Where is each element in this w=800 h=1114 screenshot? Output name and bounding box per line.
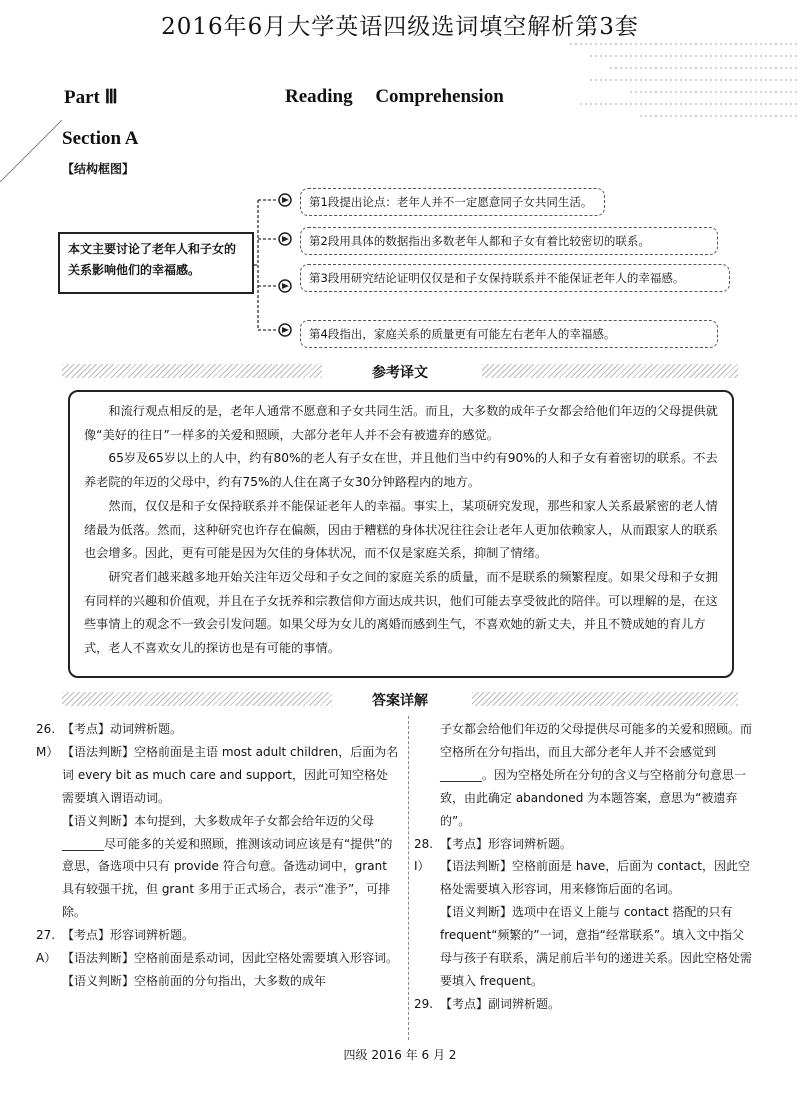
translation-heading-band bbox=[62, 362, 738, 380]
answer-line bbox=[36, 924, 400, 947]
decorative-diagonal bbox=[0, 120, 70, 190]
translation-paragraph: 65岁及65岁以上的人中，约有80%的老人有子女在世，并且他们当中约有90%的人和子女有着密切的联系。不去养老院的年迈的父母中，约有75%的人住在离子女30分钟路程内的地方。 bbox=[84, 451, 718, 490]
answer-line bbox=[36, 810, 400, 925]
part-title: Reading Comprehension bbox=[285, 86, 504, 107]
answer-label: 26. bbox=[36, 722, 56, 736]
answer-text: 【语法判断】空格前面是系动词，因此空格处需要填入形容词。 bbox=[62, 951, 399, 966]
translation-paragraph: 然而，仅仅是和子女保持联系并不能保证老年人的幸福。事实上，某项研究发现，那些和家人关系最紧密的老人情绪最为低落。然而，这种研究也许存在偏颇，因由于糟糕的身体状况往往会让老年人更加依赖家人，从而跟家人的联系也会增多。因此，更有可能是因为欠佳的身体状况，而不仅是家庭关系，抑制了情绪。 bbox=[84, 498, 718, 561]
summary-box: 本文主要讨论了老年人和子女的关系影响他们的幸福感。 bbox=[58, 232, 254, 294]
page-footer: 四级 2016 年 6 月 2 bbox=[343, 1048, 457, 1062]
structure-label: 【结构框图】 bbox=[62, 162, 135, 176]
translation-heading: 参考译文 bbox=[364, 365, 436, 381]
answer-text: 【语法判断】空格前面是主语 most adult children，后面为名词 every bit as much care and support，因此可知空格处需要填入谓语动词。 bbox=[62, 744, 399, 805]
page-title: 2016年6月大学英语四级选词填空解析第3套 bbox=[161, 14, 639, 40]
answer-text: 子女都会给他们年迈的父母提供尽可能多的关爱和照顾。而空格所在分句指出，而且大部分老年人并不会感觉到_______。因为空格处所在分句的含义与空格前分句意思一致，由此确定 abandoned 为本题答案，意思为“被遗弃的”。 bbox=[440, 722, 753, 828]
answer-text: 【语义判断】空格前面的分句指出，大多数的成年 bbox=[62, 973, 327, 988]
structure-paragraph-3: 第3段用研究结论证明仅仅是和子女保持联系并不能保证老年人的幸福感。 bbox=[300, 264, 730, 292]
part-label: Part Ⅲ bbox=[64, 87, 118, 108]
answer-line bbox=[414, 993, 752, 1016]
answers-right-column bbox=[414, 718, 752, 1016]
answers-left-column bbox=[36, 718, 400, 993]
answer-text: 【考点】形容词辨析题。 bbox=[440, 836, 573, 851]
answer-text: 【语义判断】选项中在语义上能与 contact 搭配的只有 frequent“频繁的”一词，意指“经常联系”。填入文中指父母与孩子有联系，满足前后半句的递进关系。因此空格处需要填入 frequent。 bbox=[440, 905, 753, 988]
answers-heading-band bbox=[62, 690, 738, 708]
answer-label: M） bbox=[36, 744, 59, 759]
translation-box bbox=[68, 390, 734, 678]
structure-paragraph-2: 第2段用具体的数据指出多数老年人都和子女有着比较密切的联系。 bbox=[300, 227, 718, 255]
column-divider bbox=[408, 716, 409, 1040]
structure-paragraph-4: 第4段指出，家庭关系的质量更有可能左右老年人的幸福感。 bbox=[300, 320, 718, 348]
answer-line bbox=[414, 855, 752, 901]
answer-text: 【语法判断】空格前面是 have，后面为 contact，因此空格处需要填入形容词，用来修饰后面的名词。 bbox=[440, 859, 750, 897]
answer-line bbox=[414, 901, 752, 993]
answer-text: 【语义判断】本句提到，大多数成年子女都会给年迈的父母_______尽可能多的关爱和照顾，推测该动词应该是有“提供”的意思，备选项中只有 provide 符合句意。备选动词中，grant 具有较强干扰，但 grant 多用于正式场合，表示“准予”，可排除。 bbox=[62, 813, 393, 920]
answer-line bbox=[36, 718, 400, 741]
translation-paragraph: 研究者们越来越多地开始关注年迈父母和子女之间的家庭关系的质量，而不是联系的频繁程度。如果父母和子女拥有同样的兴趣和价值观，并且在子女抚养和宗教信仰方面达成共识，他们可能去享受彼此的陪伴。可以理解的是，在这些事情上的观念不一致会引发问题。如果父母为女儿的离婚而感到生气，不喜欢她的新丈夫，并且不赞成她的育儿方式，老人不喜欢女儿的探访也是有可能的事情。 bbox=[84, 569, 718, 656]
answer-label: I） bbox=[414, 859, 430, 874]
answers-heading: 答案详解 bbox=[364, 693, 436, 709]
answer-label: 29. bbox=[414, 996, 434, 1011]
answer-line bbox=[36, 947, 400, 970]
answer-text: 【考点】动词辨析题。 bbox=[62, 722, 183, 736]
answer-label: 28. bbox=[414, 836, 434, 851]
answer-label: 27. bbox=[36, 928, 56, 943]
translation-paragraph: 和流行观点相反的是，老年人通常不愿意和子女共同生活。而且，大多数的成年子女都会给他们年迈的父母提供就像“美好的往日”一样多的关爱和照顾，大部分老年人并不会有被遗弃的感觉。 bbox=[84, 404, 718, 442]
answer-text: 【考点】形容词辨析题。 bbox=[62, 928, 195, 943]
answer-line bbox=[36, 970, 400, 993]
section-title: Section A bbox=[62, 128, 139, 149]
answer-label: A） bbox=[36, 951, 57, 966]
answer-line bbox=[414, 718, 752, 833]
structure-paragraph-1: 第1段提出论点：老年人并不一定愿意同子女共同生活。 bbox=[300, 188, 605, 216]
answer-line bbox=[414, 833, 752, 856]
answer-line bbox=[36, 741, 400, 810]
answer-text: 【考点】副词辨析题。 bbox=[440, 996, 561, 1011]
decorative-dotted-lines bbox=[550, 34, 800, 134]
